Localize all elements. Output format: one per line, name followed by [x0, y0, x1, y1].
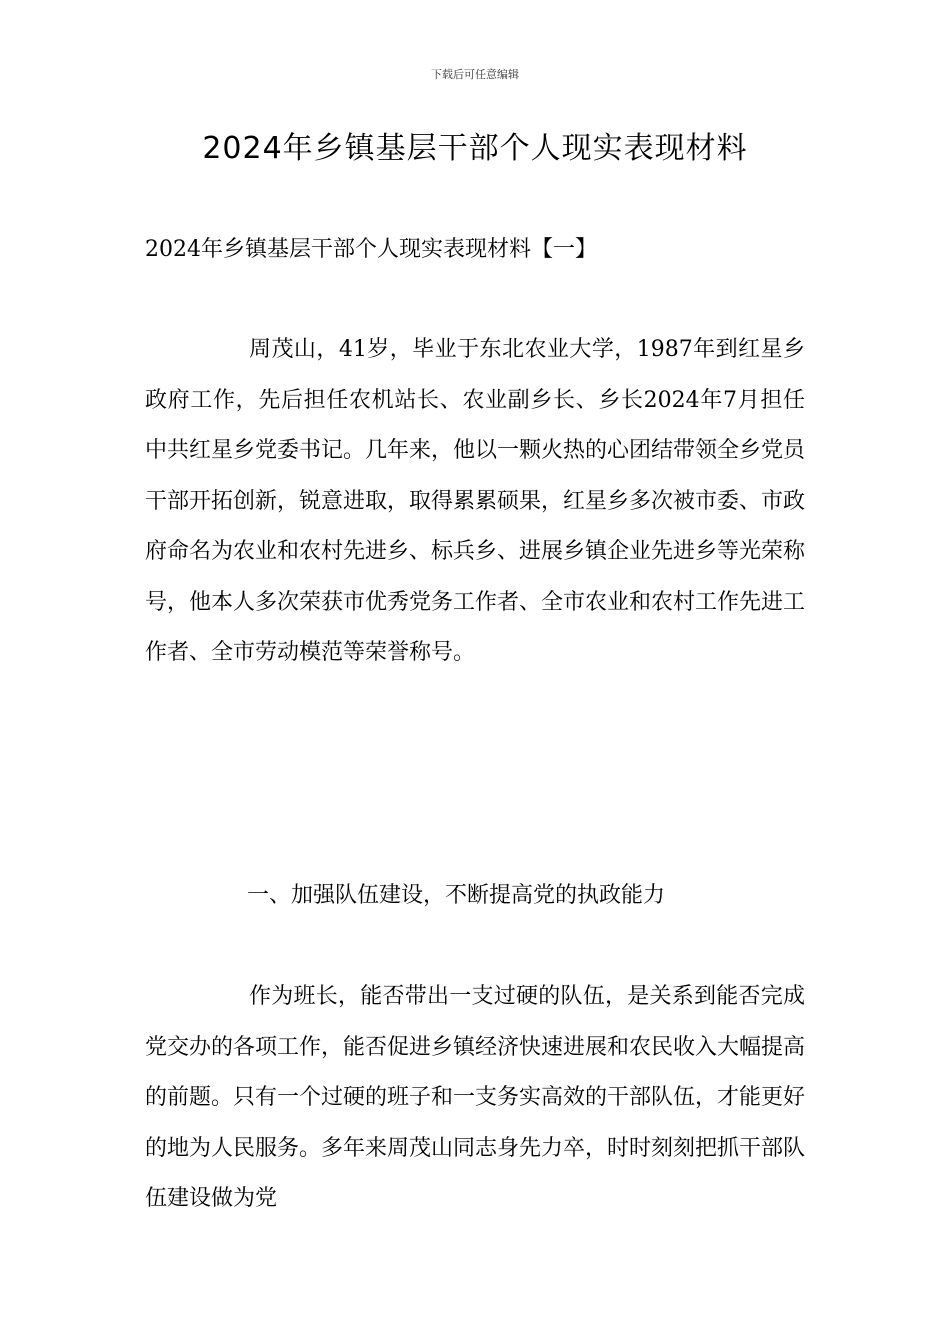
header-note: 下载后可任意编辑: [431, 68, 519, 81]
section-heading: 一、加强队伍建设，不断提高党的执政能力: [247, 883, 666, 908]
body-paragraph-2: 作为班长，能否带出一支过硬的队伍，是关系到能否完成党交办的各项工作，能否促进乡镇经济快速进展和农民收入大幅提高的前题。只有一个过硬的班子和一支务实高效的干部队伍，才能更好的地为人民服务。多年来周茂山同志身先力卒，时时刻刻把抓干部队伍建设做为党: [145, 984, 806, 1211]
sub-heading: 2024年乡镇基层干部个人现实表现材料【一】: [145, 237, 597, 262]
body-paragraph-1: 周茂山，41岁，毕业于东北农业大学，1987年到红星乡政府工作，先后担任农机站长、农业副乡长、乡长2024年7月担任中共红星乡党委书记。几年来，他以一颗火热的心团结带领全乡党员干部开拓创新，锐意进取，取得累累硕果，红星乡多次被市委、市政府命名为农业和农村先进乡、标兵乡、进展乡镇企业先进乡等光荣称号，他本人多次荣获市优秀党务工作者、全市农业和农村工作先进工作者、全市劳动模范等荣誉称号。: [145, 337, 806, 665]
document-title: 2024年乡镇基层干部个人现实表现材料: [202, 131, 748, 166]
